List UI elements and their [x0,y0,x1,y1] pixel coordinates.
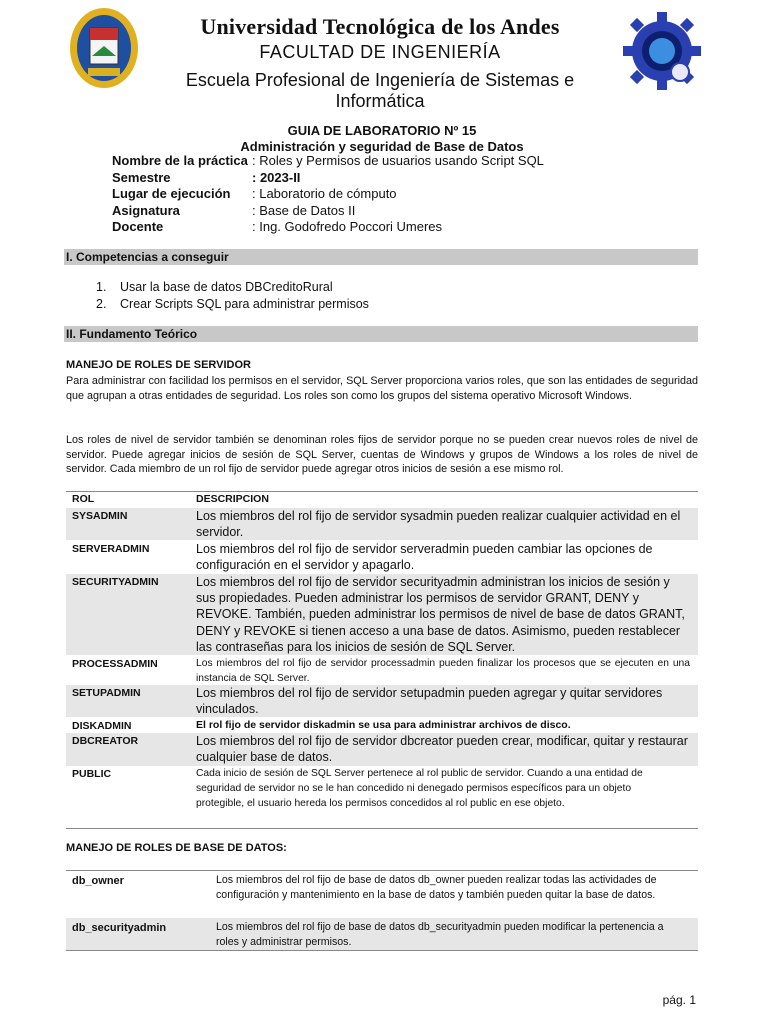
table-row [66,870,698,920]
info-key: Docente [112,219,164,234]
role-name: PUBLIC [72,768,112,780]
section-competencies-header: I. Competencias a conseguir [64,249,698,265]
role-description: Los miembros del rol fijo de servidor dbcreator pueden crear, modificar, quitar y restaurar cualquier base de datos. [196,734,688,765]
role-description: Los miembros del rol fijo de base de datos db_owner pueden realizar todas las actividades de configuración y mantenimiento en la base de datos y también pueden quitar la base de datos. [216,874,657,901]
info-value: : 2023-II [252,169,301,185]
column-header-description: DESCRIPCION [196,493,269,505]
lab-info-block [112,153,544,236]
university-crest-icon [68,6,140,90]
lab-guide-title: GUIA DE LABORATORIO Nº 15 [287,123,477,138]
faculty-name: FACULTAD DE INGENIERÍA [259,42,501,62]
engineering-gear-logo-icon [622,10,702,92]
section-theory-header: II. Fundamento Teórico [64,326,698,342]
role-description: Los miembros del rol fijo de servidor setupadmin pueden agregar y quitar servidores vinculados. [196,686,663,717]
list-item [96,280,369,297]
school-name: Escuela Profesional de Ingeniería de Sistemas e Informática [185,70,575,111]
table-row [66,918,698,951]
info-key: Asignatura [112,202,180,218]
paragraph-roles-intro: Para administrar con facilidad los permisos en el servidor, SQL Server proporciona varios roles, que son las entidades de seguridad que agrupan a otras entidades de seguridad. Los roles son como los grupos del sistema operativo Microsoft Windows. [66,375,698,402]
info-value: : Base de Datos II [252,202,356,218]
role-name: SECURITYADMIN [72,576,159,588]
table-row [66,733,698,766]
role-name: PROCESSADMIN [72,658,158,670]
info-value: : Roles y Permisos de usuarios usando Script SQL [252,153,544,168]
competencies-list [96,280,369,314]
info-row-teacher [112,219,544,236]
table-row [66,574,698,655]
role-name: db_owner [72,875,124,887]
list-number: 2. [96,297,107,311]
list-text: Crear Scripts SQL para administrar permisos [120,297,369,311]
university-title: Universidad Tecnológica de los Andes [200,14,560,39]
table-row [66,766,698,829]
info-row-subject [112,203,544,220]
role-name: SETUPADMIN [72,687,141,699]
info-row-practice [112,153,544,170]
role-name: DISKADMIN [72,720,132,732]
table-row [66,656,698,685]
info-value: : Laboratorio de cómputo [252,186,397,201]
role-name: SERVERADMIN [72,543,150,555]
table-row [66,541,698,573]
role-description: Los miembros del rol fijo de servidor processadmin pueden finalizar los procesos que se ejecuten en una instancia de SQL Server. [196,658,690,684]
role-description: Los miembros del rol fijo de servidor sysadmin pueden realizar cualquier actividad en el servidor. [196,509,681,540]
role-description: El rol fijo de servidor diskadmin se usa para administrar archivos de disco. [196,719,571,731]
info-key: Semestre [112,169,171,185]
role-description: Los miembros del rol fijo de base de datos db_securityadmin pueden modificar la pertenencia a roles y administrar permisos. [216,921,664,948]
list-text: Usar la base de datos DBCreditoRural [120,280,333,294]
role-description: Los miembros del rol fijo de servidor serveradmin pueden cambiar las opciones de configuración en el servidor y apagarlo. [196,542,653,573]
list-number: 1. [96,280,107,294]
page-number: pág. 1 [662,993,696,1007]
table-row [66,685,698,717]
role-name: db_securityadmin [72,922,167,934]
info-value: : Ing. Godofredo Poccori Umeres [252,219,443,234]
info-key: Lugar de ejecución [112,186,231,201]
table-row [66,508,698,540]
list-item [96,297,369,314]
roles-table-header [66,491,698,509]
server-roles-heading: MANEJO DE ROLES DE SERVIDOR [66,359,251,371]
paragraph-server-roles: Los roles de nivel de servidor también se denominan roles fijos de servidor porque no se pueden crear nuevos roles de nivel de servidor. Puede agregar inicios de sesión de SQL Server, cuentas de Windows y grupos de Windows a los roles de nivel de servidor. Cada miembro de un rol fijo de servidor puede agregar otros inicios de sesión a ese mismo rol. [66,434,698,476]
role-name: SYSADMIN [72,510,128,522]
lab-guide-subtitle: Administración y seguridad de Base de Datos [240,139,524,154]
info-row-semester [112,170,544,187]
info-row-location [112,186,544,203]
table-row [66,718,698,733]
db-roles-heading: MANEJO DE ROLES DE BASE DE DATOS: [66,842,287,854]
role-name: DBCREATOR [72,735,139,747]
role-description: Cada inicio de sesión de SQL Server pertenece al rol public de servidor. Cuando a una entidad de seguridad de servidor no se le han concedido ni denegado permisos específicos para un objeto protegible, el usuario hereda los permisos concedidos al rol public en ese objeto. [196,768,643,809]
column-header-role: ROL [72,493,95,505]
role-description: Los miembros del rol fijo de servidor securityadmin administran los inicios de sesión y sus propiedades. Pueden administrar los permisos de servidor GRANT, DENY y REVOKE. También, pueden administrar los permisos de nivel de base de datos GRANT, DENY y REVOKE si tienen acceso a una base de datos. Asimismo, pueden restablecer las contraseñas para los inicios de sesión de SQL Server. [196,575,685,654]
info-key: Nombre de la práctica [112,153,248,168]
